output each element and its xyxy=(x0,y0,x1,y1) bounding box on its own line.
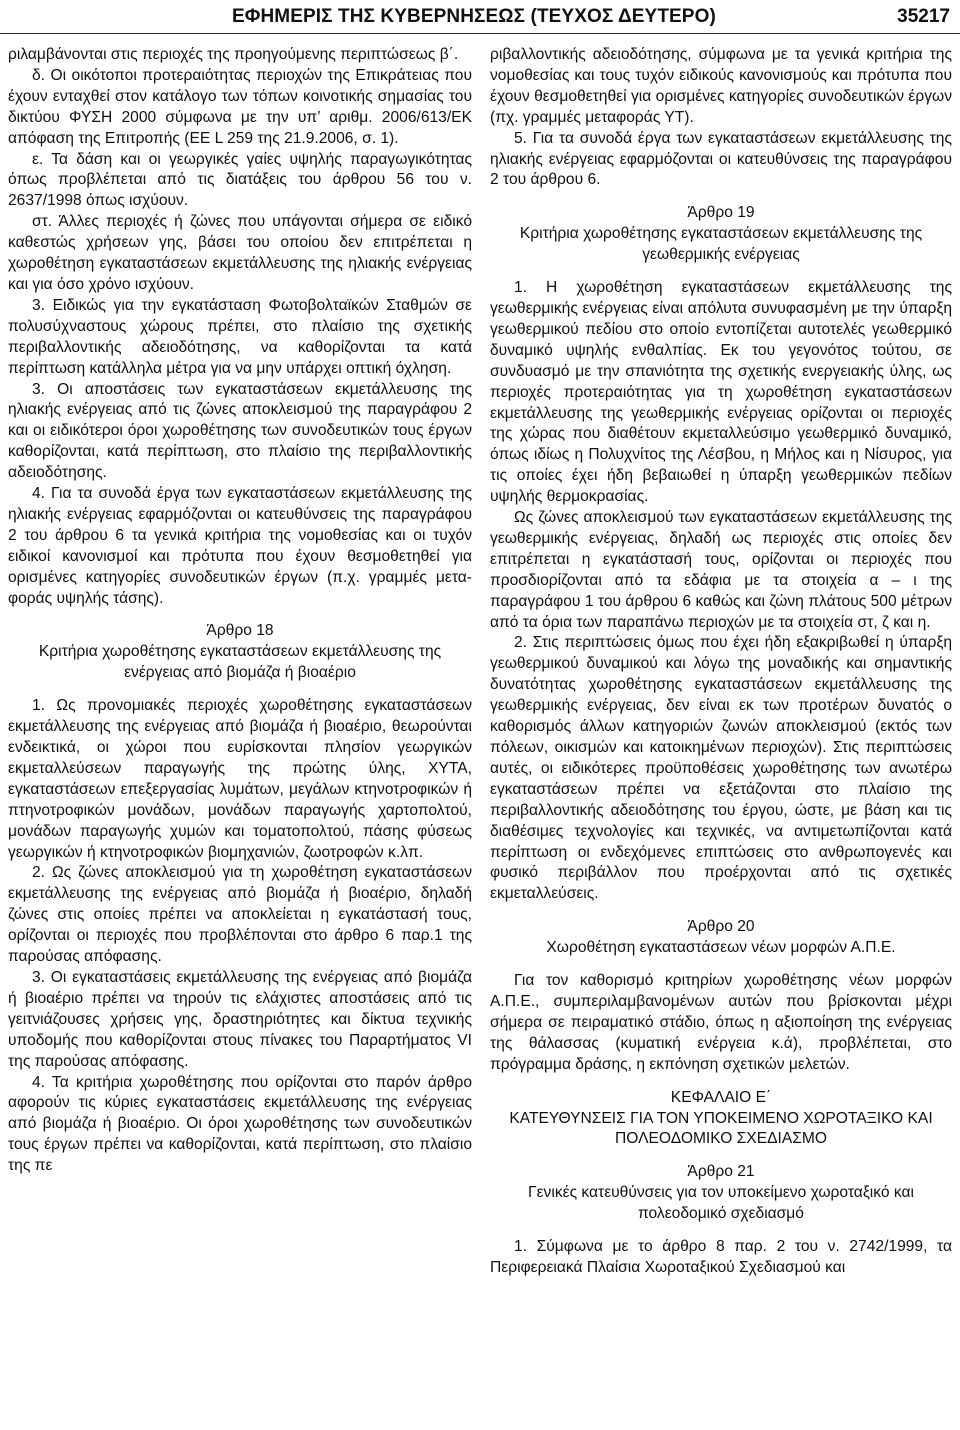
paragraph: 1. Η χωροθέτηση εγκαταστάσεων εκμετάλλευσης της γεωθερμικής ενέργειας είναι απόλυτα συνυφασμένη με την ύπαρξη γεωθερμικού πεδίου στο οποίο εντοπίζεται αυτοτελές γεωθερμικό δυναμικό υψηλής ενθαλπίας. Εκ του γεγονότος τούτου, σε συνδυασμό με την σπανιότητα της σχετικής ενεργειακής ύλης, ως περιοχές προτεραιότητας για τη χωροθέτηση εγκαταστάσεων εκμετάλλευσης της γεωθερμικής ενέργειας ορίζονται οι περιοχές της χώρας που διαθέτουν εκμεταλλεύσιμο γεωθερμικό δυναμικό, όπως ιδίως η Πολυχνίτος της Λέσβου, η Μήλος και η Νίσυρος, για τις οποίες έχει ήδη βεβαιωθεί η ύπαρξη γεωθερμικών πεδίων υψηλής θερμοκρασίας. xyxy=(490,279,952,506)
paragraph: 1. Ως προνομιακές περιοχές χωροθέτησης εγκαταστάσεων εκμετάλλευσης της ενέργειας από βιομάζα ή βιοαέριο, θεωρούνται ενδεικτικά, οι χώροι που ευρίσκονται πλησίον γεωργικών εκμεταλλεύσεων παραγωγής της πρώτης ύλης, ΧΥΤΑ, εγκαταστάσεων επεξεργασίας λυμάτων, μεγάλων κτηνοτροφικών ή πτηνοτροφικών μονάδων, μονάδων παραγωγής χαρτοπολτού, μονάδων παραγωγής χυμών και τοματοπολτού, πάσης φύσεως γεωργικών ή κτηνοτροφικών βιομηχανιών, ζωοτροφών κ.λπ. xyxy=(8,697,472,861)
gazette-title: ΕΦΗΜΕΡΙΣ ΤΗΣ ΚΥΒΕΡΝΗΣΕΩΣ (ΤΕΥΧΟΣ ΔΕΥΤΕΡΟ) xyxy=(232,6,716,27)
paragraph: 5. Για τα συνοδά έργα των εγκαταστάσεων εκμετάλλευσης της ηλιακής ενέργειας εφαρμόζονται οι κατευθύνσεις της παραγράφου 2 του άρθρου 6. xyxy=(490,129,952,189)
article-heading: Άρθρο 21 xyxy=(687,1163,755,1181)
article-heading: Άρθρο 18 xyxy=(206,622,274,640)
page-number: 35217 xyxy=(897,6,950,27)
paragraph: ε. Τα δάση και οι γεωργικές γαίες υψηλής παραγωγικότητας όπως προβλέπεται από τις διατάξεις του άρθρου 56 του ν. 2637/1998 όπως ισχύουν. xyxy=(8,150,472,210)
page-header xyxy=(0,0,960,36)
article-title: Χωροθέτηση εγκαταστάσεων νέων μορφών Α.Π.Ε. xyxy=(546,939,896,957)
chapter-heading: ΚΕΦΑΛΑΙΟ Ε΄ xyxy=(670,1088,772,1106)
paragraph: 2. Στις περιπτώσεις όμως που έχει ήδη εξακριβωθεί η ύπαρξη γεωθερμικού δυναμικού και λόγω της μοναδικής και σημαντικής δυνατότητας χωροθέτησης εγκαταστάσεων εκμετάλλευσης της γεωθερμικής ενέργειας, δεν είναι εκ των προτέρων δυνατός ο καθορισμός άλλων κατηγοριών ζωνών αποκλεισμού (εκτός των πόλεων, οικισμών και κατοικημένων περιοχών). Στις περιπτώσεις αυτές, οι ειδικότερες προϋποθέσεις χωροθέτησης των ανωτέρω εγκαταστάσεων πρέπει να εξετάζονται στο πλαίσιο της περιβαλλοντικής αδειοδότησης του έργου, ώστε, με βάση και τις διαθέσιμες τεχνολογίες και τεχνικές, να αντιμετωπίζονται κατά περίπτωση οι ενδεχόμενες επιπτώσεις στο ανθρωπογενές και φυσικό περιβάλλον που προέρχονται από τις σχετικές εκμεταλλεύσεις. xyxy=(490,634,952,903)
paragraph: 4. Τα κριτήρια χωροθέτησης που ορίζονται στο παρόν άρθρο αφορούν τις κύριες εγκαταστάσεις εκμετάλλευσης της ενέργειας από βιομάζα ή βιοαέριο. Οι όροι χωροθέτησης των συνοδευτικών τους έργων πρέπει να καθορίζονται, κατά περίπτωση, στο πλαίσιο της πε xyxy=(8,1073,472,1175)
paragraph: 3. Οι αποστάσεις των εγκαταστάσεων εκμετάλλευσης της ηλιακής ενέργειας από τις ζώνες αποκλεισμού της παραγράφου 2 και οι ειδικότεροι όροι χωροθέτησης των συνοδευτικών τους έργων καθορίζονται, κατά περίπτωση, στο πλαίσιο της περιβαλλοντικής αδειοδότησης. xyxy=(8,380,472,482)
paragraph: Ως ζώνες αποκλεισμού των εγκαταστάσεων εκμετάλλευσης της γεωθερμικής ενέργειας, δηλαδή ως περιοχές στις οποίες δεν επιτρέπεται η εγκατάστασή τους, ορίζονται οι περιοχές που προσδιορίζονται από τα εδάφια με τα στοιχεία α – ι της παραγράφου 1 του άρθρου 6 καθώς και ζώνη πλάτους 500 μέτρων από τα όρια των παραπάνω περιοχών με τα στοιχεία στ, ζ και η. xyxy=(490,509,952,631)
paragraph: 1. Σύμφωνα με το άρθρο 8 παρ. 2 του ν. 2742/1999, τα Περιφερειακά Πλαίσια Χωροταξικού Σχεδιασμού και xyxy=(490,1238,952,1276)
article-title: Κριτήρια χωροθέτησης εγκαταστάσεων εκμετάλλευσης της γεωθερμικής ενέργειας xyxy=(519,225,923,264)
article-heading: Άρθρο 20 xyxy=(687,918,755,936)
header-rule xyxy=(0,33,960,34)
paragraph: δ. Οι οικότοποι προτεραιότητας περιοχών της Επικράτειας που έχουν ενταχθεί στον κατάλογο των τόπων κοινοτικής σημασίας του δικτύου ΦΥΣΗ 2000 σύμφωνα με την υπ’ αριθμ. 2006/613/ΕΚ απόφαση της Επιτροπής (ΕΕ L 259 της 21.9.2006, σ. 1). xyxy=(8,66,472,147)
paragraph: 4. Για τα συνοδά έργα των εγκαταστάσεων εκμετάλλευσης της ηλιακής ενέργειας εφαρμόζονται οι κατευθύνσεις της παραγράφου 2 του άρθρου 6 τα γενικά κριτήρια της νομοθεσίας και οι τυχόν ειδικοί κανονισμοί και πρότυπα που έχουν θεσμοθετηθεί για ορισμένες κατηγορίες συνοδευτικών έργων (π.χ. γραμμές μεταφοράς υψηλής τάσης). xyxy=(8,485,472,607)
left-column xyxy=(8,45,472,1177)
chapter-title: ΚΑΤΕΥΘΥΝΣΕΙΣ ΓΙΑ ΤΟΝ ΥΠΟΚΕΙΜΕΝΟ ΧΩΡΟΤΑΞΙΚΟ ΚΑΙ ΠΟΛΕΟΔΟΜΙΚΟ ΣΧΕΔΙΑΣΜΟ xyxy=(509,1109,933,1148)
paragraph: Για τον καθορισμό κριτηρίων χωροθέτησης νέων μορφών Α.Π.Ε., συμπεριλαμβανομένων αυτών που βρίσκονται μέχρι σήμερα σε πειραματικό στάδιο, όπως η αξιοποίηση της ενέργειας της θάλασσας (κυματική ενέργεια κ.ά), προβλέπεται, στο πρόγραμμα δράσης, η εκπόνηση σχετικών μελετών. xyxy=(490,972,952,1073)
paragraph: 3. Οι εγκαταστάσεις εκμετάλλευσης της ενέργειας από βιομάζα ή βιοαέριο πρέπει να τηρούν τις ελάχιστες αποστάσεις από τις γειτνιάζουσες χρήσεις γης, δραστηριότητες και δίκτυα τεχνικής υποδομής που καθορίζονται στους πίνακες του Παραρτήματος VI της παρούσας απόφασης. xyxy=(8,968,472,1070)
paragraph: στ. Άλλες περιοχές ή ζώνες που υπάγονται σήμερα σε ειδικό καθεστώς χρήσεων γης, βάσει του οποίου δεν επιτρέπεται η χωροθέτηση εγκαταστάσεων εκμετάλλευσης της ηλιακής ενέργειας και για όσο χρόνο ισχύουν. xyxy=(8,213,472,293)
paragraph: 2. Ως ζώνες αποκλεισμού για τη χωροθέτηση εγκαταστάσεων εκμετάλλευσης της ενέργειας από βιομάζα ή βιοαέριο, δηλαδή ζώνες στις οποίες πρέπει να αποκλείεται η εγκατάστασή τους, ορίζονται οι περιοχές που προβλέπονται στο άρθρο 6 παρ.1 της παρούσας απόφασης. xyxy=(8,864,472,966)
article-title: Γενικές κατευθύνσεις για τον υποκείμενο χωροταξικό και πολεοδομικό σχεδιασμό xyxy=(528,1184,914,1223)
paragraph: ριλαμβάνονται στις περιοχές της προηγούμενης περιπτώσεως β΄. xyxy=(8,46,459,63)
article-heading: Άρθρο 19 xyxy=(687,204,755,222)
article-title: Κριτήρια χωροθέτησης εγκαταστάσεων εκμετάλλευσης της ενέργειας από βιομάζα ή βιοαέριο xyxy=(38,643,442,682)
paragraph: ριβαλλοντικής αδειοδότησης, σύμφωνα με τα γενικά κριτήρια της νομοθεσίας και τους τυχόν ειδικούς κανονισμούς και πρότυπα που έχουν θεσμοθετηθεί για ορισμένες κατηγορίες συνοδευτικών έργων (πχ. γραμμές μεταφοράς ΥΤ). xyxy=(490,46,952,126)
right-column xyxy=(490,45,952,1279)
paragraph: 3. Ειδικώς για την εγκατάσταση Φωτοβολταϊκών Σταθμών σε πολυσύχναστους χώρους πρέπει, στο πλαίσιο της σχετικής περιβαλλοντικής αδειοδότησης, να καθορίζονται τα κατά περίπτωση κατάλληλα μέτρα για να μην υπάρχει οπτική όχληση. xyxy=(8,296,472,377)
